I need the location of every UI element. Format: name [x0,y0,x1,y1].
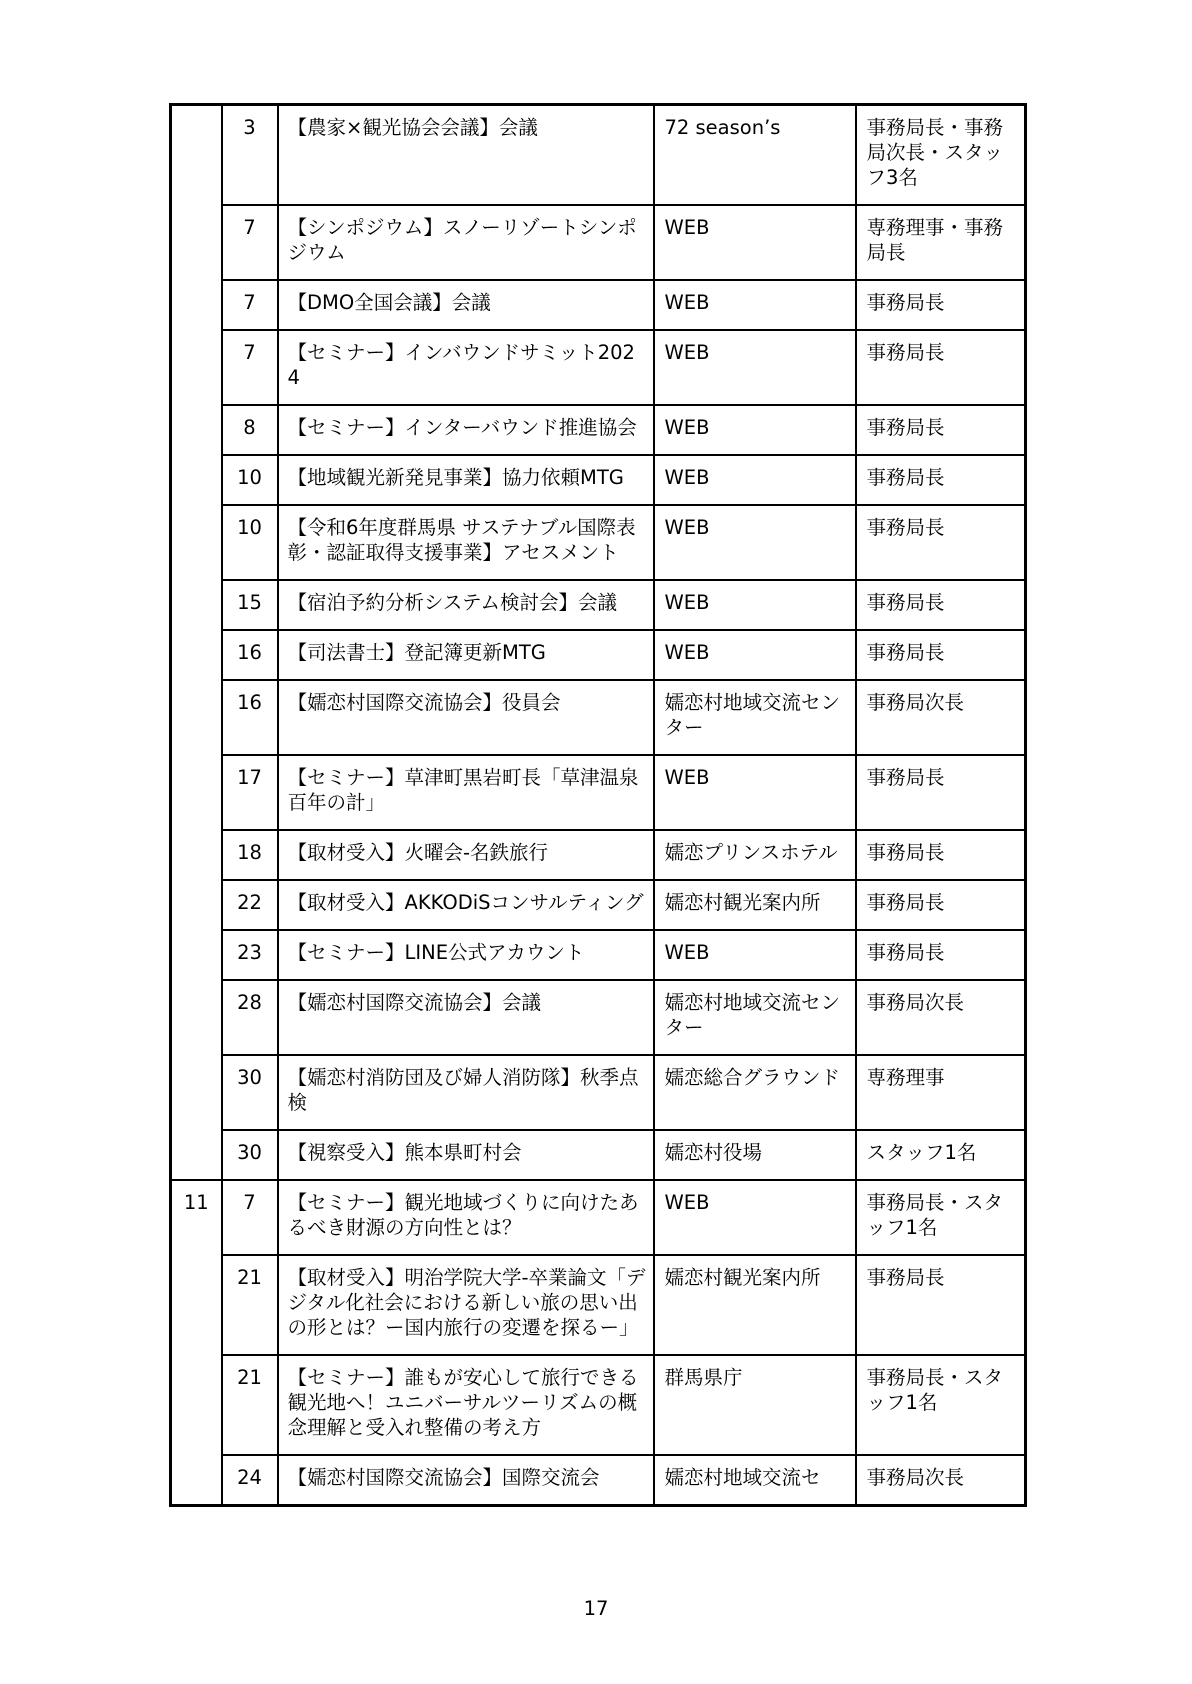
attendees-cell: 事務局長 [856,330,1026,405]
month-cell [171,830,222,880]
place-cell: WEB [654,630,856,680]
month-cell [171,1255,222,1355]
table-row [171,830,1026,880]
event-cell: 【セミナー】草津町黒岩町長「草津温泉百年の計」 [278,755,654,830]
event-cell: 【シンポジウム】スノーリゾートシンポジウム [278,205,654,280]
table-row [171,1255,1026,1355]
day-cell: 16 [222,630,278,680]
day-cell: 10 [222,455,278,505]
attendees-cell: 事務局長 [856,405,1026,455]
attendees-cell: スタッフ1名 [856,1130,1026,1180]
event-cell: 【取材受入】明治学院大学-卒業論文「デジタル化社会における新しい旅の思い出の形とは？ー国内旅行の変遷を探るー」 [278,1255,654,1355]
month-cell [171,1130,222,1180]
month-cell [171,880,222,930]
attendees-cell: 専務理事 [856,1055,1026,1130]
attendees-cell: 事務局次長 [856,680,1026,755]
event-cell: 【令和6年度群馬県 サステナブル国際表彰・認証取得支援事業】アセスメント [278,505,654,580]
month-cell [171,1355,222,1455]
month-cell [171,330,222,405]
place-cell: 嬬恋村観光案内所 [654,1255,856,1355]
month-cell [171,405,222,455]
month-cell [171,280,222,330]
day-cell: 18 [222,830,278,880]
table-row [171,630,1026,680]
month-cell: 11 [171,1180,222,1255]
event-cell: 【取材受入】AKKODiSコンサルティング [278,880,654,930]
day-cell: 7 [222,280,278,330]
place-cell: WEB [654,205,856,280]
day-cell: 23 [222,930,278,980]
event-cell: 【宿泊予約分析システム検討会】会議 [278,580,654,630]
event-cell: 【農家×観光協会会議】会議 [278,105,654,206]
attendees-cell: 事務局長・スタッフ1名 [856,1180,1026,1255]
place-cell: 嬬恋村地域交流センター [654,980,856,1055]
event-cell: 【嬬恋村国際交流協会】会議 [278,980,654,1055]
day-cell: 3 [222,105,278,206]
event-cell: 【セミナー】インバウンドサミット2024 [278,330,654,405]
event-cell: 【セミナー】LINE公式アカウント [278,930,654,980]
place-cell: 嬬恋村地域交流セ [654,1455,856,1506]
month-cell [171,630,222,680]
table-row [171,980,1026,1055]
day-cell: 30 [222,1055,278,1130]
attendees-cell: 事務局長・スタッフ1名 [856,1355,1026,1455]
place-cell: 72 season’s [654,105,856,206]
event-cell: 【視察受入】熊本県町村会 [278,1130,654,1180]
activity-table [169,103,1027,1507]
event-cell: 【取材受入】火曜会-名鉄旅行 [278,830,654,880]
month-cell [171,980,222,1055]
day-cell: 22 [222,880,278,930]
table-row [171,1355,1026,1455]
day-cell: 15 [222,580,278,630]
month-cell [171,1055,222,1130]
place-cell: WEB [654,1180,856,1255]
event-cell: 【嬬恋村消防団及び婦人消防隊】秋季点検 [278,1055,654,1130]
table-row [171,1130,1026,1180]
event-cell: 【地域観光新発見事業】協力依頼MTG [278,455,654,505]
day-cell: 17 [222,755,278,830]
table-row [171,880,1026,930]
place-cell: 嬬恋総合グラウンド [654,1055,856,1130]
month-cell [171,455,222,505]
day-cell: 16 [222,680,278,755]
place-cell: WEB [654,755,856,830]
event-cell: 【DMO全国会議】会議 [278,280,654,330]
place-cell: WEB [654,330,856,405]
table-row [171,1455,1026,1506]
table-row [171,505,1026,580]
place-cell: WEB [654,580,856,630]
table-row [171,1180,1026,1255]
table-row [171,680,1026,755]
attendees-cell: 事務局長 [856,930,1026,980]
table-row [171,1055,1026,1130]
month-cell [171,930,222,980]
attendees-cell: 事務局次長 [856,1455,1026,1506]
month-cell [171,105,222,206]
attendees-cell: 事務局長 [856,505,1026,580]
table-row [171,280,1026,330]
place-cell: WEB [654,930,856,980]
attendees-cell: 事務局長 [856,630,1026,680]
attendees-cell: 事務局長 [856,1255,1026,1355]
place-cell: WEB [654,405,856,455]
month-cell [171,1455,222,1506]
day-cell: 21 [222,1355,278,1455]
event-cell: 【セミナー】誰もが安心して旅行できる観光地へ！ユニバーサルツーリズムの概念理解と受入れ整備の考え方 [278,1355,654,1455]
event-cell: 【司法書士】登記簿更新MTG [278,630,654,680]
place-cell: 嬬恋村地域交流センター [654,680,856,755]
table-row [171,930,1026,980]
attendees-cell: 事務局長・事務局次長・スタッフ3名 [856,105,1026,206]
attendees-cell: 専務理事・事務局長 [856,205,1026,280]
event-cell: 【嬬恋村国際交流協会】役員会 [278,680,654,755]
attendees-cell: 事務局長 [856,755,1026,830]
attendees-cell: 事務局長 [856,580,1026,630]
table-row [171,330,1026,405]
attendees-cell: 事務局長 [856,880,1026,930]
place-cell: WEB [654,280,856,330]
place-cell: 嬬恋村観光案内所 [654,880,856,930]
month-cell [171,680,222,755]
day-cell: 7 [222,1180,278,1255]
day-cell: 8 [222,405,278,455]
month-cell [171,580,222,630]
attendees-cell: 事務局次長 [856,980,1026,1055]
place-cell: WEB [654,455,856,505]
table-row [171,405,1026,455]
month-cell [171,205,222,280]
table-row [171,455,1026,505]
table-row [171,755,1026,830]
page-number: 17 [583,1597,609,1620]
attendees-cell: 事務局長 [856,280,1026,330]
table-row [171,105,1026,206]
event-cell: 【嬬恋村国際交流協会】国際交流会 [278,1455,654,1506]
day-cell: 7 [222,205,278,280]
attendees-cell: 事務局長 [856,455,1026,505]
month-cell [171,505,222,580]
table-row [171,205,1026,280]
day-cell: 30 [222,1130,278,1180]
day-cell: 24 [222,1455,278,1506]
table-row [171,580,1026,630]
event-cell: 【セミナー】観光地域づくりに向けたあるべき財源の方向性とは？ [278,1180,654,1255]
event-cell: 【セミナー】インターバウンド推進協会 [278,405,654,455]
place-cell: WEB [654,505,856,580]
day-cell: 28 [222,980,278,1055]
month-cell [171,755,222,830]
day-cell: 21 [222,1255,278,1355]
place-cell: 嬬恋村役場 [654,1130,856,1180]
day-cell: 7 [222,330,278,405]
day-cell: 10 [222,505,278,580]
place-cell: 群馬県庁 [654,1355,856,1455]
activity-table-body [171,105,1026,1506]
attendees-cell: 事務局長 [856,830,1026,880]
place-cell: 嬬恋プリンスホテル [654,830,856,880]
